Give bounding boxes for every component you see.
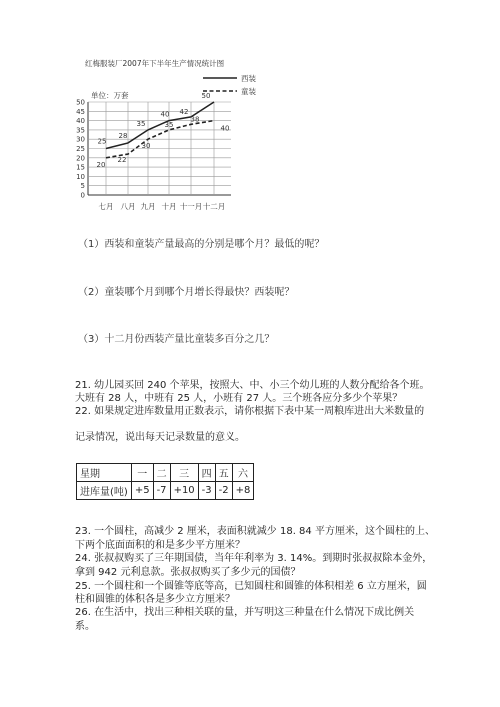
y-tick-label: 10 [76, 172, 85, 181]
data-label: 28 [118, 131, 128, 140]
table-value-row [77, 482, 254, 500]
table-day: 六 [232, 464, 254, 482]
problem-24-line1: 24. 张叔叔购买了三年期国债，当年年利率为 3. 14%。到期时张叔叔除本金外， [75, 553, 433, 564]
y-tick-label: 20 [76, 154, 85, 163]
y-tick-label: 5 [80, 182, 85, 191]
data-label: 40 [220, 124, 230, 133]
data-label: 22 [117, 156, 127, 165]
table-day: 四 [198, 464, 215, 482]
data-label: 30 [141, 142, 151, 151]
data-label: 35 [164, 120, 174, 129]
table-value: -3 [198, 482, 215, 500]
data-label: 40 [160, 110, 170, 119]
grain-stock-table [76, 463, 254, 500]
series-line-suits [106, 102, 214, 149]
table-day: 二 [153, 464, 170, 482]
table-value: +10 [170, 482, 198, 500]
y-tick-label: 35 [76, 126, 85, 135]
table-value: +5 [131, 482, 153, 500]
chart-title: 红梅服装厂2007年下半年生产情况统计图 [85, 59, 225, 68]
y-tick-label: 45 [76, 107, 85, 116]
table-header-row [77, 464, 254, 482]
x-tick-label: 七月 [98, 202, 114, 211]
y-tick-label: 30 [76, 135, 85, 144]
problem-24-line2: 拿到 942 元利息款。张叔叔购买了多少元的国债？ [75, 567, 301, 578]
problem-25-line1: 25. 一个圆柱和一个圆锥等底等高，已知圆柱和圆锥的体积相差 6 立方厘米，圆 [75, 581, 427, 592]
x-tick-label: 九月 [140, 202, 156, 211]
y-tick-label: 15 [76, 163, 85, 172]
problem-26-line1: 26. 在生活中，找出三种相关联的量，并写明这三种量在什么情况下成比例关 [75, 607, 415, 618]
table-day: 一 [131, 464, 153, 482]
unit-label: 单位：万套 [91, 91, 129, 100]
x-tick-label: 八月 [120, 202, 136, 211]
data-label: 25 [97, 137, 107, 146]
y-tick-label: 50 [76, 98, 85, 107]
x-tick-label: 十月 [161, 202, 177, 211]
x-tick-label: 十二月 [202, 202, 226, 211]
y-tick-label: 40 [76, 117, 85, 126]
data-label: 38 [190, 115, 200, 124]
table-row-label: 进库量(吨) [77, 482, 132, 500]
problem-21-line2: 大班有 28 人，中班有 25 人，小班有 27 人。三个班各应分多少个苹果？ [75, 393, 403, 404]
question-2: （2）童装哪个月到哪个月增长得最快？西装呢？ [78, 287, 295, 298]
problem-22-line2: 记录情况，说出每天记录数量的意义。 [75, 432, 245, 443]
problem-25-line2: 柱和圆锥的体积各是多少立方厘米？ [75, 594, 235, 605]
table-header-label: 星期 [77, 464, 132, 482]
problem-26-line2: 系。 [75, 621, 95, 632]
problem-22-line1: 22. 如果规定进库数量用正数表示，请你根据下表中某一周粮库进出大米数量的 [75, 406, 425, 417]
table-day: 五 [215, 464, 232, 482]
legend-label-kidswear: 童装 [241, 87, 256, 96]
problem-23-line1: 23. 一个圆柱，高减少 2 厘米，表面积就减少 18. 84 平方厘米，这个圆柱的上、 [75, 526, 435, 537]
data-label: 42 [179, 107, 189, 116]
question-1: （1）西装和童装产量最高的分别是哪个月？最低的呢？ [78, 239, 325, 250]
table-day: 三 [170, 464, 198, 482]
data-label: 35 [136, 119, 146, 128]
x-tick-label: 十一月 [179, 202, 203, 211]
data-label: 20 [96, 160, 106, 169]
problem-23-line2: 下两个底面面积的和是多少平方厘米？ [75, 540, 245, 551]
line-chart [0, 0, 500, 230]
data-label: 50 [201, 92, 211, 100]
problem-21-line1: 21. 幼儿园买回 240 个苹果，按照大、中、小三个幼儿班的人数分配给各个班。 [75, 380, 430, 391]
table-value: -2 [215, 482, 232, 500]
question-3: （3）十二月份西装产量比童装多百分之几？ [78, 334, 275, 345]
y-tick-label: 25 [76, 145, 85, 153]
table-value: +8 [232, 482, 254, 500]
table-value: -7 [153, 482, 170, 500]
legend-label-suits: 西装 [241, 74, 256, 83]
y-tick-label: 0 [80, 191, 85, 200]
